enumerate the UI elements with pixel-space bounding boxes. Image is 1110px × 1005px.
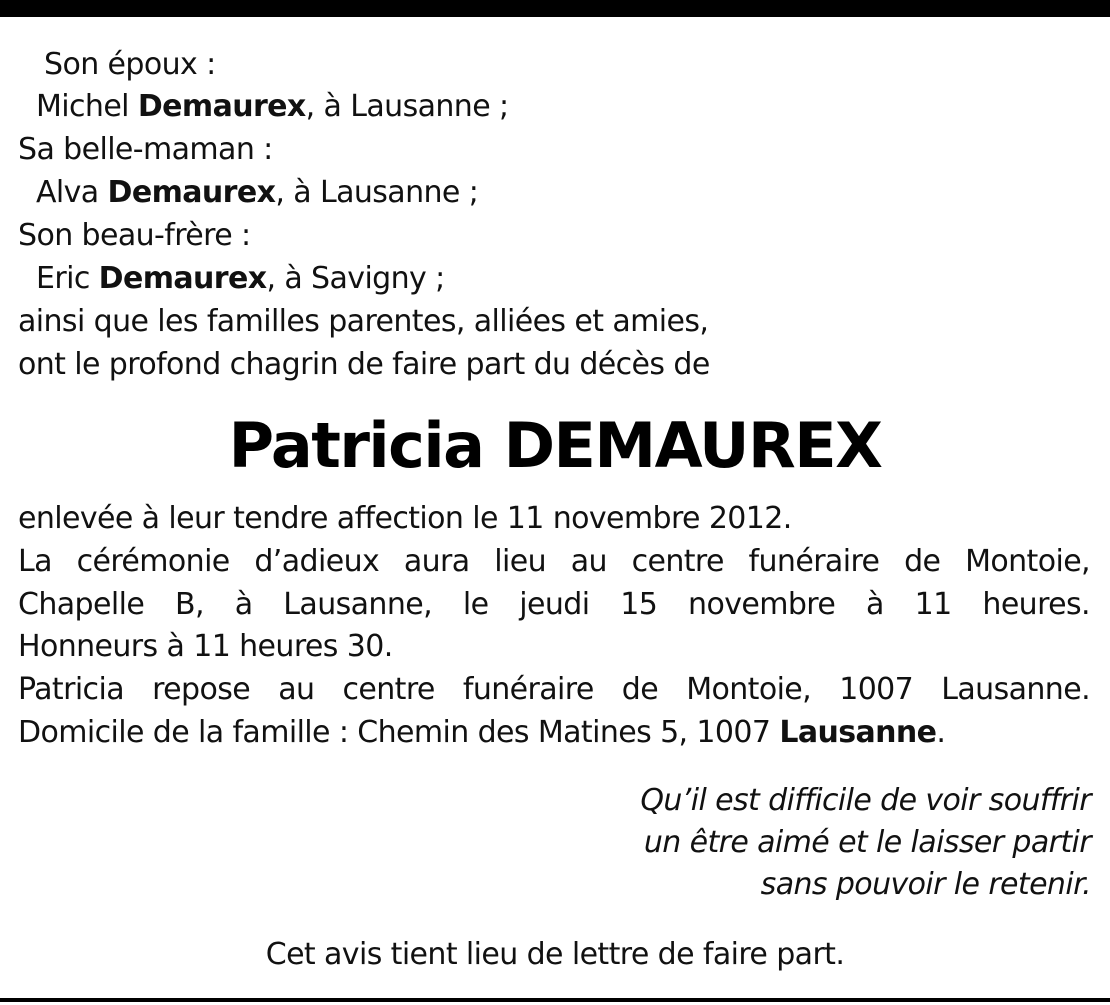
announcement-line: ont le profond chagrin de faire part du décès de [18, 347, 710, 382]
spouse-heading: Son époux : [44, 47, 216, 82]
date-of-death-line: enlevée à leur tendre affection le 11 novembre 2012. [18, 501, 792, 536]
brother-in-law-heading: Son beau-frère : [18, 218, 251, 253]
spouse-line: Michel Demaurex, à Lausanne ; [36, 89, 509, 124]
mother-in-law-heading: Sa belle-maman : [18, 132, 273, 167]
deceased-name: Patricia DEMAUREX [228, 409, 882, 482]
family-address-line: Domicile de la famille : Chemin des Matines 5, 1007 Lausanne. [18, 715, 946, 750]
repose-line: Patricia repose au centre funéraire de Montoie, 1007 Lausanne. [18, 672, 1090, 707]
poem-line-3: sans pouvoir le retenir. [760, 867, 1091, 902]
families-line: ainsi que les familles parentes, alliées et amies, [18, 304, 709, 339]
ceremony-line-2: Chapelle B, à Lausanne, le jeudi 15 novembre à 11 heures. [18, 587, 1090, 622]
mother-in-law-line: Alva Demaurex, à Lausanne ; [36, 175, 479, 210]
footer-note: Cet avis tient lieu de lettre de faire part. [265, 937, 845, 972]
honours-line: Honneurs à 11 heures 30. [18, 629, 393, 664]
poem-line-2: un être aimé et le laisser partir [643, 825, 1091, 860]
poem-line-1: Qu’il est difficile de voir souffrir [640, 783, 1091, 818]
top-border [0, 0, 1110, 17]
brother-in-law-line: Eric Demaurex, à Savigny ; [36, 261, 445, 296]
bottom-border [0, 998, 1110, 1002]
ceremony-line-1: La cérémonie d’adieux aura lieu au centre funéraire de Montoie, [18, 544, 1090, 579]
